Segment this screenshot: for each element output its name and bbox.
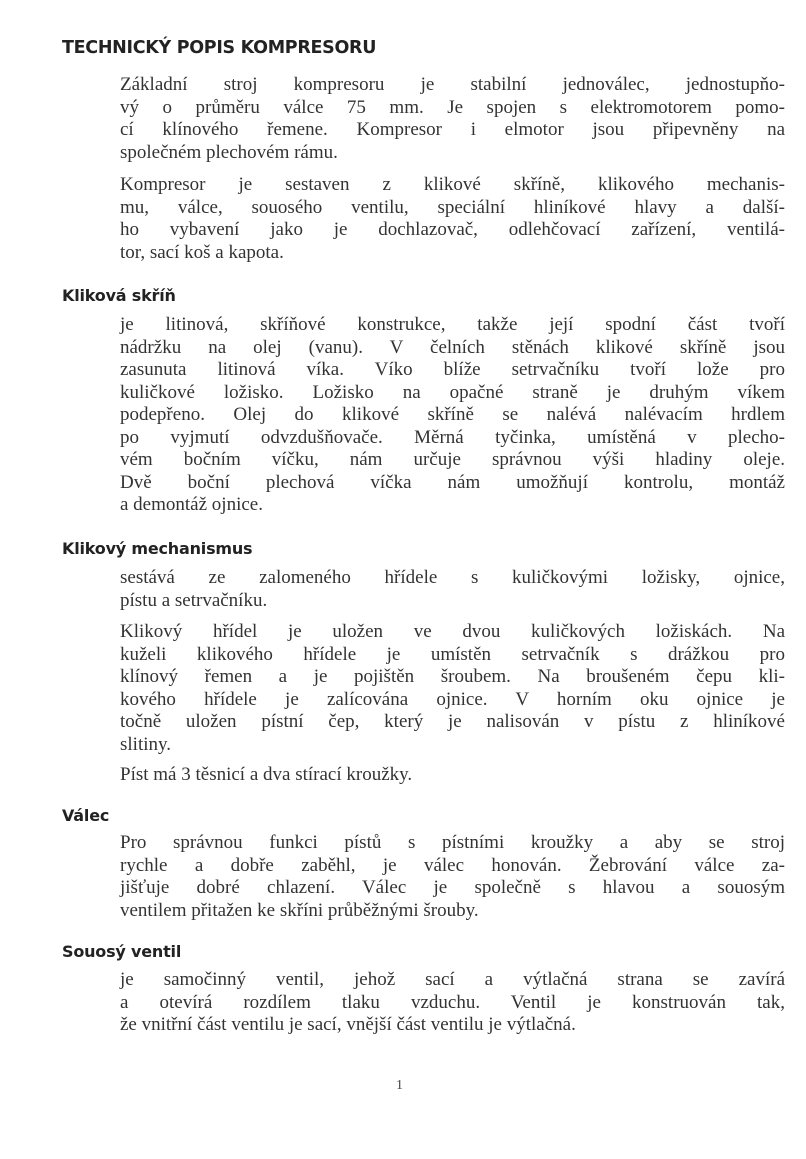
text-line: je litinová, skříňové konstrukce, takže její spodní část tvoří: [120, 314, 785, 335]
text-line: že vnitřní část ventilu je sací, vnější část ventilu je výtlačná.: [120, 1014, 576, 1035]
text-line: točně uložen pístní čep, který je nalisován v pístu z hliníkové: [120, 711, 785, 732]
text-line: podepřeno. Olej do klikové skříně se nalévá nalévacím hrdlem: [120, 404, 785, 425]
text-line: mu, válce, souosého ventilu, speciální hliníkové hlavy a další-: [120, 196, 785, 218]
text-line: nádržku na olej (vanu). V čelních stěnách klikové skříně jsou: [120, 336, 785, 358]
page-number: 1: [396, 1078, 403, 1093]
text-line: Kompresor je sestaven z klikové skříně, klikového mechanis-: [120, 174, 785, 195]
text-line: je samočinný ventil, jehož sací a výtlačná strana se zavírá: [120, 969, 785, 990]
intro-paragraph: [120, 74, 785, 164]
text-line: vý o průměru válce 75 mm. Je spojen s elektromotorem pomo-: [120, 96, 785, 118]
intro-paragraph: [120, 174, 785, 264]
text-line: kuželi klikového hřídele je umístěn setrvačník s drážkou pro: [120, 643, 785, 665]
text-line: Pro správnou funkci pístů s pístními kroužky a aby se stroj: [120, 832, 785, 853]
section-paragraph: [120, 314, 785, 517]
text-line: a demontáž ojnice.: [120, 494, 263, 515]
text-line: Dvě boční plechová víčka nám umožňují kontrolu, montáž: [120, 471, 785, 493]
text-line: zasunuta litinová víka. Víko blíže setrvačníku tvoří lože pro: [120, 359, 785, 380]
section-paragraph: [120, 621, 785, 756]
section-paragraph: [120, 832, 785, 922]
text-line: jišťuje dobré chlazení. Válec je společně s hlavou a souosým: [120, 877, 785, 898]
section-heading: Válec: [62, 806, 110, 825]
text-line: společném plechovém rámu.: [120, 141, 338, 163]
text-line: Klikový hřídel je uložen ve dvou kuličkových ložiskách. Na: [120, 621, 785, 642]
text-line: rychle a dobře zaběhl, je válec honován. Žebrování válce za-: [120, 854, 785, 876]
section-paragraph: [120, 567, 785, 612]
section-heading: Klikový mechanismus: [62, 539, 253, 558]
text-line: slitiny.: [120, 733, 172, 755]
text-line: tor, sací koš a kapota.: [120, 241, 284, 263]
text-line: kuličkové ložisko. Ložisko na opačné straně je druhým víkem: [120, 381, 785, 403]
section-heading: Kliková skříň: [62, 286, 176, 305]
text-line: klínový řemen a je pojištěn šroubem. Na broušeném čepu kli-: [120, 666, 785, 687]
text-line: Základní stroj kompresoru je stabilní jednoválec, jednostupňo-: [120, 74, 785, 95]
section-paragraph: [120, 764, 785, 787]
text-line: Píst má 3 těsnicí a dva stírací kroužky.: [120, 764, 413, 785]
page-title: TECHNICKÝ POPIS KOMPRESORU: [62, 38, 377, 58]
section-heading: Souosý ventil: [62, 942, 182, 961]
text-line: po vyjmutí odvzdušňovače. Měrná tyčinka, umístěná v plecho-: [120, 426, 785, 448]
section-paragraph: [120, 969, 785, 1037]
text-line: cí klínového řemene. Kompresor i elmotor jsou připevněny na: [120, 119, 785, 140]
text-line: kového hřídele je zalícována ojnice. V horním oku ojnice je: [120, 688, 785, 710]
text-line: ventilem přitažen ke skříni průběžnými šrouby.: [120, 899, 479, 921]
text-line: pístu a setrvačníku.: [120, 589, 268, 611]
text-line: sestává ze zalomeného hřídele s kuličkovými ložisky, ojnice,: [120, 567, 785, 588]
text-line: a otevírá rozdílem tlaku vzduchu. Ventil je konstruován tak,: [120, 991, 785, 1013]
text-line: ho vybavení jako je dochlazovač, odlehčovací zařízení, ventilá-: [120, 219, 785, 240]
text-line: vém bočním víčku, nám určuje správnou výši hladiny oleje.: [120, 449, 785, 470]
